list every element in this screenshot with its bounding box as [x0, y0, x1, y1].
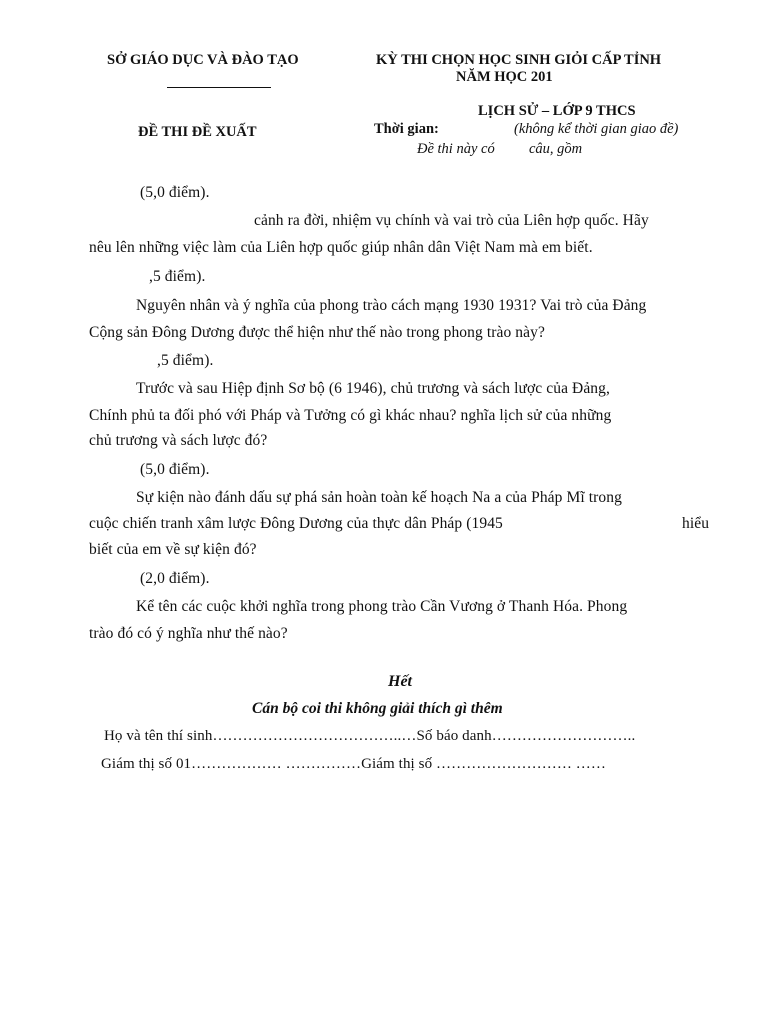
question-text-line: Sự kiện nào đánh dấu sự phá sản hoàn toàn kế hoạch Na a của Pháp Mĩ trong — [136, 489, 622, 506]
question-text-fragment: hiểu — [682, 515, 710, 532]
candidate-info-line: Họ và tên thí sinh………………………………..…Số báo danh……………………….. — [104, 728, 636, 744]
question-text-line: Cộng sản Đông Dương được thể hiện như thế nào trong phong trào này? — [89, 324, 545, 341]
question-text-line: Nguyên nhân và ý nghĩa của phong trào cách mạng 1930 1931? Vai trò của Đảng — [136, 297, 647, 314]
question-text-line: Kể tên các cuộc khởi nghĩa trong phong trào Cần Vương ở Thanh Hóa. Phong — [136, 598, 628, 615]
time-label: Thời gian: — [374, 121, 439, 137]
pages-suffix: câu, gồm — [529, 141, 583, 157]
question-text-line: biết của em về sự kiện đó? — [89, 541, 257, 558]
question-points: ,5 điểm). — [149, 268, 206, 285]
question-points: (2,0 điểm). — [140, 570, 210, 587]
pages-prefix: Đề thi này có — [417, 141, 495, 157]
question-text-line: chủ trương và sách lược đó? — [89, 432, 268, 449]
end-marker: Hết — [388, 673, 412, 690]
school-year: NĂM HỌC 201 — [456, 69, 553, 85]
subject-grade: LỊCH SỬ – LỚP 9 THCS — [478, 103, 636, 119]
question-points: (5,0 điểm). — [140, 461, 210, 478]
question-text-line: cảnh ra đời, nhiệm vụ chính và vai trò của Liên hợp quốc. Hãy — [254, 212, 649, 229]
question-points: ,5 điểm). — [157, 352, 214, 369]
time-note: (không kể thời gian giao đề) — [514, 121, 679, 137]
question-text-line: trào đó có ý nghĩa như thế nào? — [89, 625, 288, 642]
question-text-line: Trước và sau Hiệp định Sơ bộ (6 1946), chủ trương và sách lược của Đảng, — [136, 380, 610, 397]
proposed-exam-title: ĐỀ THI ĐỀ XUẤT — [138, 124, 257, 140]
question-text-line: Chính phủ ta đối phó với Pháp và Tưởng có gì khác nhau? nghĩa lịch sử của những — [89, 407, 612, 424]
question-text-line: nêu lên những việc làm của Liên hợp quốc giúp nhân dân Việt Nam mà em biết. — [89, 239, 593, 256]
question-text-line: cuộc chiến tranh xâm lược Đông Dương của thực dân Pháp (1945 — [89, 515, 503, 532]
department-name: SỞ GIÁO DỤC VÀ ĐÀO TẠO — [107, 52, 299, 68]
exam-name: KỲ THI CHỌN HỌC SINH GIỎI CẤP TỈNH — [376, 52, 662, 68]
supervisor-sign-line: Giám thị số 01……………… ……………Giám thị số ……………………… …… — [101, 756, 606, 772]
supervisor-note: Cán bộ coi thi không giải thích gì thêm — [252, 700, 503, 717]
header-underline — [167, 87, 271, 88]
question-points: (5,0 điểm). — [140, 184, 210, 201]
